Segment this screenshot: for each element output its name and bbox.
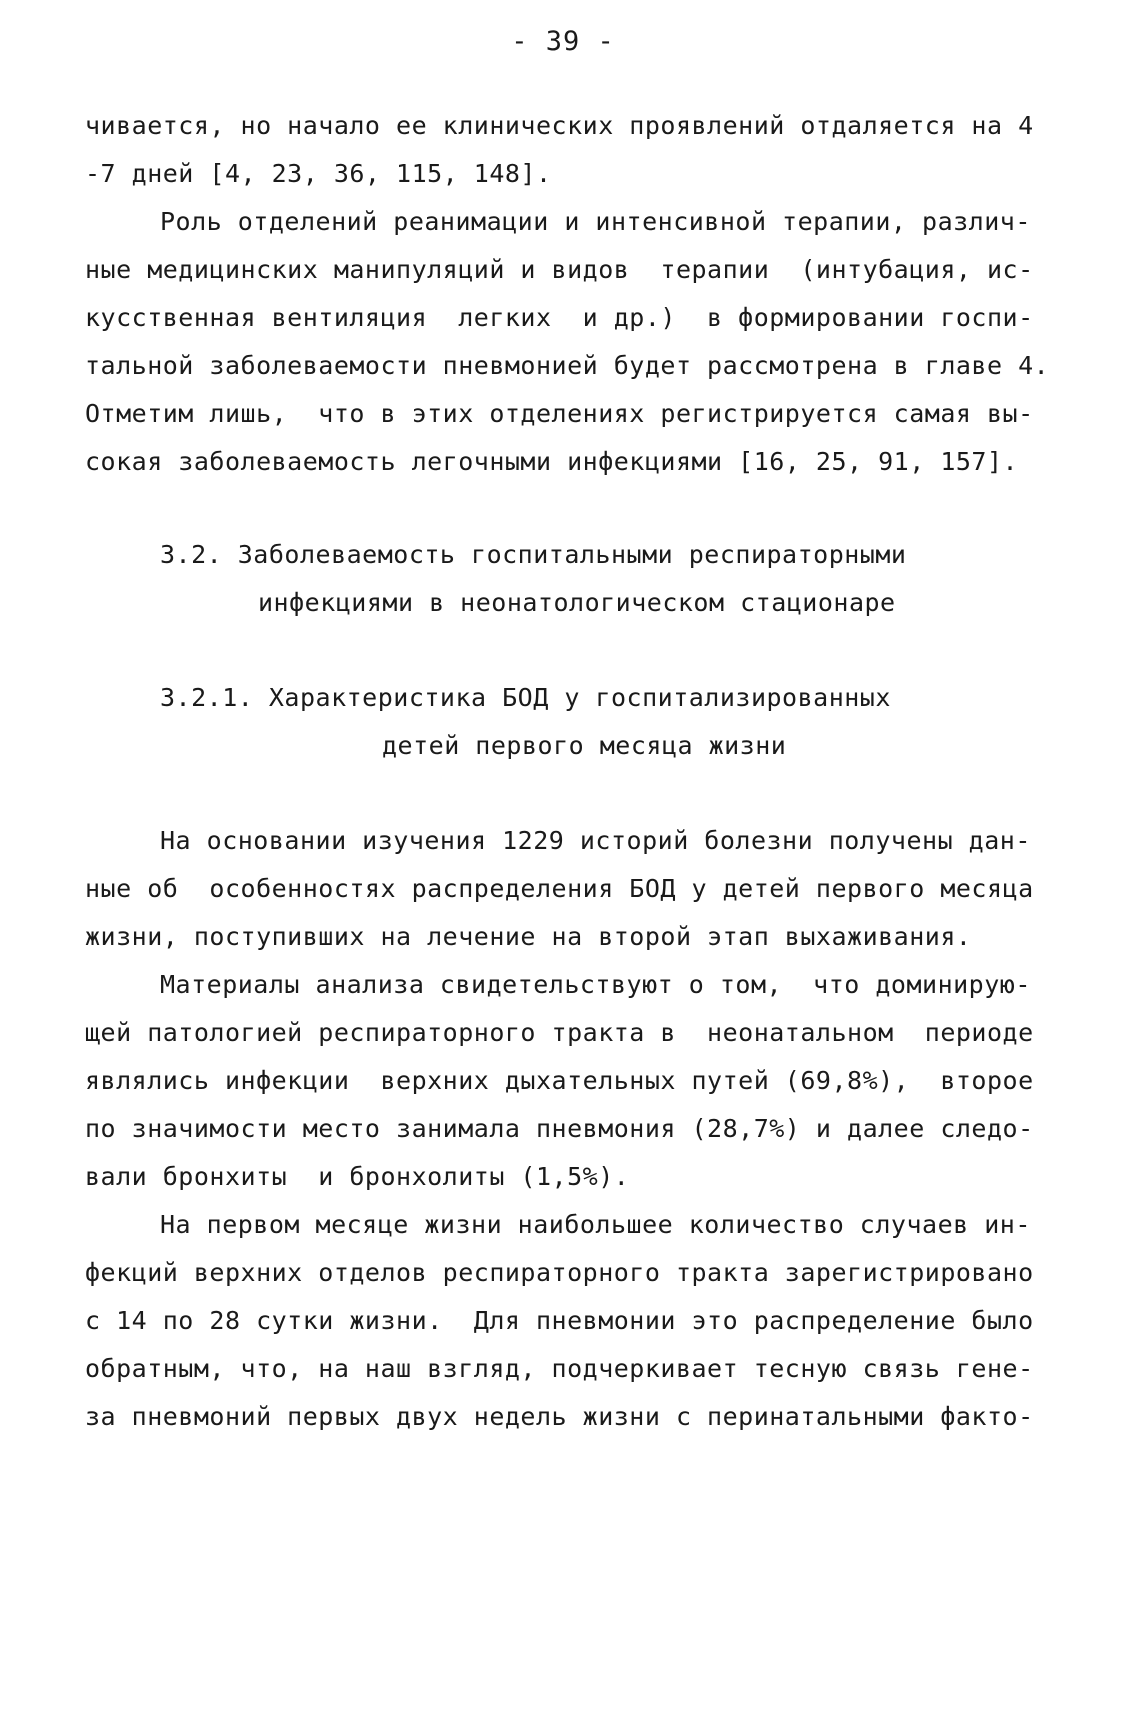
subsection-heading: 3.2.1. Характеристика БОД у госпитализированных xyxy=(160,683,891,712)
text-line: обратным, что, на наш взгляд, подчеркивает тесную связь гене- xyxy=(85,1354,1034,1383)
text-line: фекций верхних отделов респираторного тракта зарегистрировано xyxy=(85,1258,1034,1287)
text-line: сокая заболеваемость легочными инфекциями [16, 25, 91, 157]. xyxy=(85,447,1019,476)
text-line: Отметим лишь, что в этих отделениях регистрируется самая вы- xyxy=(85,399,1034,428)
text-line: по значимости место занимала пневмония (28,7%) и далее следо- xyxy=(85,1114,1034,1143)
text-line: кусственная вентиляция легких и др.) в формировании госпи- xyxy=(85,303,1034,332)
paragraph-first-line: На первом месяце жизни наибольшее количество случаев ин- xyxy=(160,1210,1031,1239)
text-line: являлись инфекции верхних дыхательных путей (69,8%), второе xyxy=(85,1066,1034,1095)
section-heading-continuation: инфекциями в неонатологическом стационаре xyxy=(258,588,896,617)
paragraph-first-line: Роль отделений реанимации и интенсивной терапии, различ- xyxy=(160,207,1031,236)
text-line: -7 дней [4, 23, 36, 115, 148]. xyxy=(85,159,552,188)
text-line: жизни, поступивших на лечение на второй этап выхаживания. xyxy=(85,922,972,951)
text-line: с 14 по 28 сутки жизни. Для пневмонии это распределение было xyxy=(85,1306,1034,1335)
text-line: щей патологией респираторного тракта в неонатальном периоде xyxy=(85,1018,1034,1047)
text-line: тальной заболеваемости пневмонией будет рассмотрена в главе 4. xyxy=(85,351,1050,380)
text-line: ные об особенностях распределения БОД у детей первого месяца xyxy=(85,874,1034,903)
text-line: за пневмоний первых двух недель жизни с перинатальными факто- xyxy=(85,1402,1034,1431)
paragraph-first-line: Материалы анализа свидетельствуют о том, что доминирую- xyxy=(160,970,1031,999)
paragraph-first-line: На основании изучения 1229 историй болезни получены дан- xyxy=(160,826,1031,855)
page-number: - 39 - xyxy=(511,26,615,57)
subsection-heading-continuation: детей первого месяца жизни xyxy=(382,731,787,760)
text-line: ные медицинских манипуляций и видов терапии (интубация, ис- xyxy=(85,255,1034,284)
text-line: вали бронхиты и бронхолиты (1,5%). xyxy=(85,1162,630,1191)
text-line: чивается, но начало ее клинических проявлений отдаляется на 4 xyxy=(85,111,1034,140)
section-heading: 3.2. Заболеваемость госпитальными респираторными xyxy=(160,540,907,569)
